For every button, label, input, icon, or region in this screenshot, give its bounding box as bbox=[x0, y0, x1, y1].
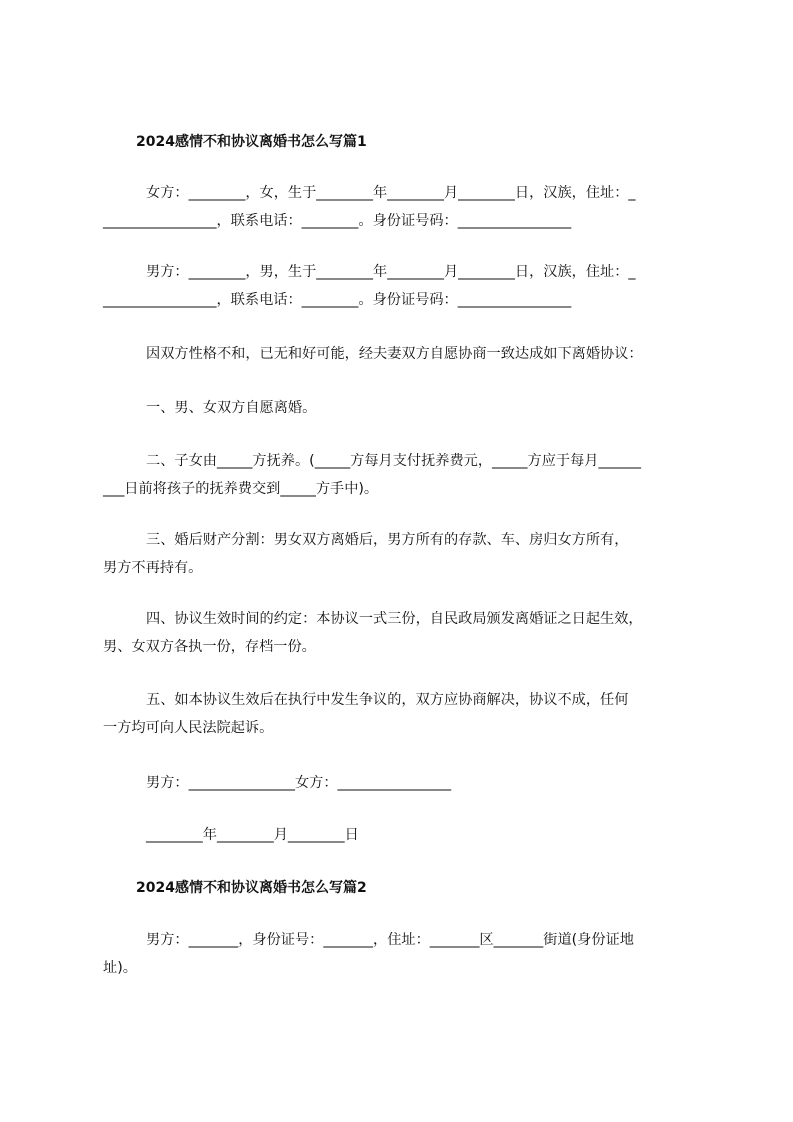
text-line: 三、婚后财产分割：男女双方离婚后，男方所有的存款、车、房归女方所有， bbox=[146, 532, 629, 548]
text-line: ___日前将孩子的抚养费交到_____方手中)。 bbox=[103, 481, 379, 497]
paragraph-intro bbox=[103, 340, 703, 368]
text-line: 二、子女由_____方抚养。(_____方每月支付抚养费元，_____方应于每月______ bbox=[146, 453, 642, 469]
text-line: 址)。 bbox=[103, 960, 137, 976]
text-line: 女方：________，女，生于________年________月________日，汉族，住址：_ bbox=[146, 185, 636, 201]
text-line: 一方均可向人民法院起诉。 bbox=[103, 720, 274, 736]
date-line: ________年________月________日 bbox=[146, 827, 359, 843]
clause-4 bbox=[103, 605, 703, 661]
text-line: 男、女双方各执一份，存档一份。 bbox=[103, 639, 316, 655]
paragraph-man-info bbox=[103, 258, 703, 314]
clause-2 bbox=[103, 447, 703, 503]
clause-1 bbox=[103, 394, 703, 422]
text-line: 五、如本协议生效后在执行中发生争议的，双方应协商解决，协议不成，任何 bbox=[146, 692, 629, 708]
clause-5 bbox=[103, 686, 703, 742]
text-line: 男方不再持有。 bbox=[103, 560, 203, 576]
text-line: 因双方性格不和，已无和好可能，经夫妻双方自愿协商一致达成如下离婚协议： bbox=[146, 346, 643, 362]
clause-3 bbox=[103, 526, 703, 582]
section-heading-2: 2024感情不和协议离婚书怎么写篇2 bbox=[136, 880, 367, 896]
paragraph-woman-info bbox=[103, 179, 703, 235]
section-heading-1: 2024感情不和协议离婚书怎么写篇1 bbox=[136, 134, 367, 150]
paragraph-man-info-2 bbox=[103, 926, 703, 982]
signature-line: 男方：_______________女方：________________ bbox=[146, 775, 452, 791]
text-line: ________________，联系电话：________。身份证号码：________________ bbox=[103, 292, 572, 308]
text-line: 男方：_______，身份证号：_______，住址：_______区_______街道(身份证地 bbox=[146, 932, 634, 948]
text-line: 男方：________，男，生于________年________月________日，汉族，住址：_ bbox=[146, 264, 636, 280]
text-line: 一、男、女双方自愿离婚。 bbox=[146, 400, 317, 416]
text-line: ________________，联系电话：________。身份证号码：________________ bbox=[103, 213, 572, 229]
text-line: 四、协议生效时间的约定：本协议一式三份，自民政局颁发离婚证之日起生效， bbox=[146, 611, 643, 627]
